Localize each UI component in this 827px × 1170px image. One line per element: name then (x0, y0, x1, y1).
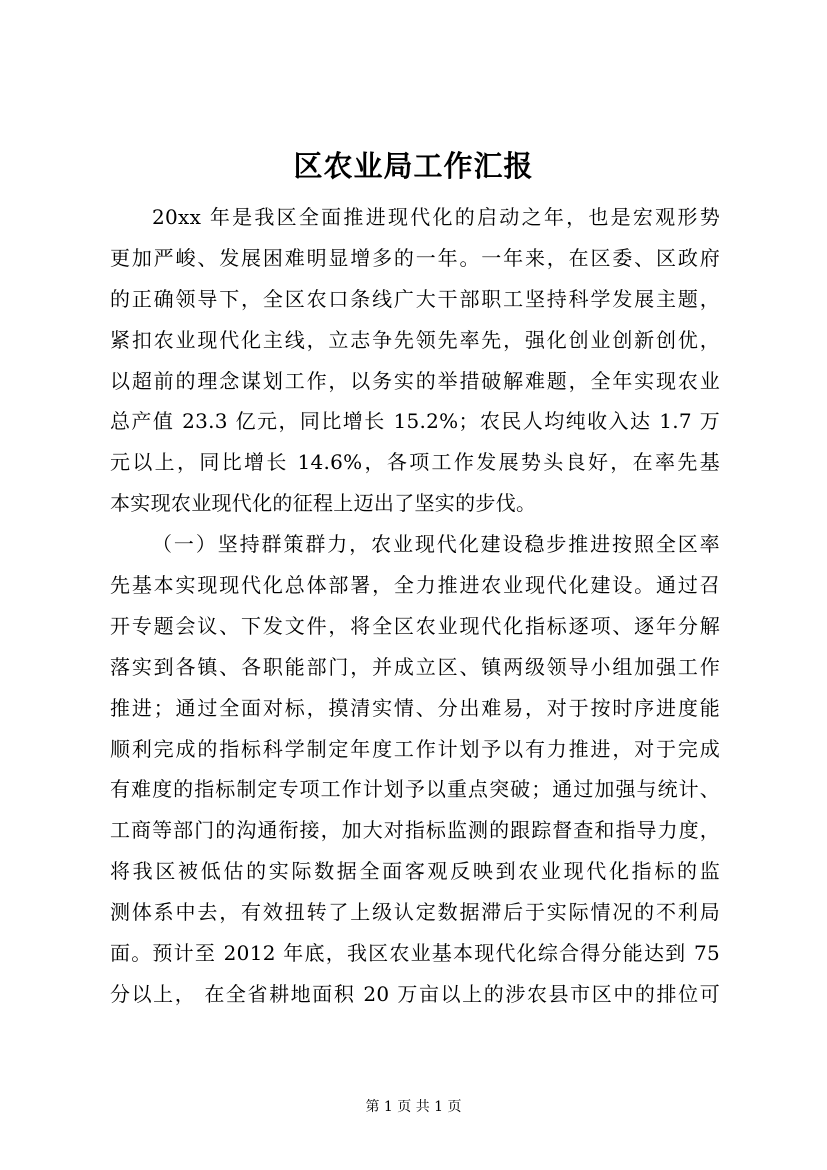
paragraph-2-line-11: 面。预计至 2012 年底，我区农业基本现代化综合得分能达到 75 (110, 941, 720, 966)
paragraph-2-line-3: 开专题会议、下发文件，将全区农业现代化指标逐项、逐年分解 (110, 613, 720, 638)
paragraph-1-line-3: 的正确领导下，全区农口条线广大干部职工坚持科学发展主题， (110, 286, 720, 311)
paragraph-1-line-7: 元以上，同比增长 14.6%，各项工作发展势头良好，在率先基 (110, 450, 720, 475)
paragraph-1-line-5: 以超前的理念谋划工作，以务实的举措破解难题，全年实现农业 (110, 368, 720, 393)
paragraph-1-line-4: 紧扣农业现代化主线，立志争先领先率先，强化创业创新创优， (110, 327, 720, 352)
page-footer: 第 1 页 共 1 页 (365, 1099, 462, 1115)
paragraph-2-line-4: 落实到各镇、各职能部门，并成立区、镇两级领导小组加强工作 (110, 654, 720, 679)
paragraph-2-line-9: 将我区被低估的实际数据全面客观反映到农业现代化指标的监 (110, 859, 720, 884)
paragraph-2-line-2: 先基本实现现代化总体部署，全力推进农业现代化建设。通过召 (110, 573, 720, 598)
paragraph-2-line-1: （一）坚持群策群力，农业现代化建设稳步推进按照全区率 (152, 532, 720, 557)
paragraph-2-line-8: 工商等部门的沟通衔接，加大对指标监测的跟踪督查和指导力度， (110, 818, 720, 843)
paragraph-1-line-1: 20xx 年是我区全面推进现代化的启动之年，也是宏观形势 (152, 205, 720, 229)
paragraph-1-line-6: 总产值 23.3 亿元，同比增长 15.2%；农民人均纯收入达 1.7 万 (110, 409, 720, 434)
paragraph-2-line-12: 分以上， 在全省耕地面积 20 万亩以上的涉农县市区中的排位可 (110, 981, 720, 1006)
document-title: 区农业局工作汇报 (293, 149, 534, 183)
paragraph-2-line-5: 推进；通过全面对标，摸清实情、分出难易，对于按时序进度能 (110, 695, 720, 720)
paragraph-1-line-2: 更加严峻、发展困难明显增多的一年。一年来，在区委、区政府 (110, 245, 720, 270)
document-body (110, 197, 720, 1015)
paragraph-2-line-6: 顺利完成的指标科学制定年度工作计划予以有力推进，对于完成 (110, 736, 720, 761)
paragraph-2-line-10: 测体系中去，有效扭转了上级认定数据滞后于实际情况的不利局 (110, 900, 720, 925)
paragraph-2-line-7: 有难度的指标制定专项工作计划予以重点突破；通过加强与统计、 (110, 777, 720, 802)
paragraph-1-line-8: 本实现农业现代化的征程上迈出了坚实的步伐。 (110, 491, 537, 516)
